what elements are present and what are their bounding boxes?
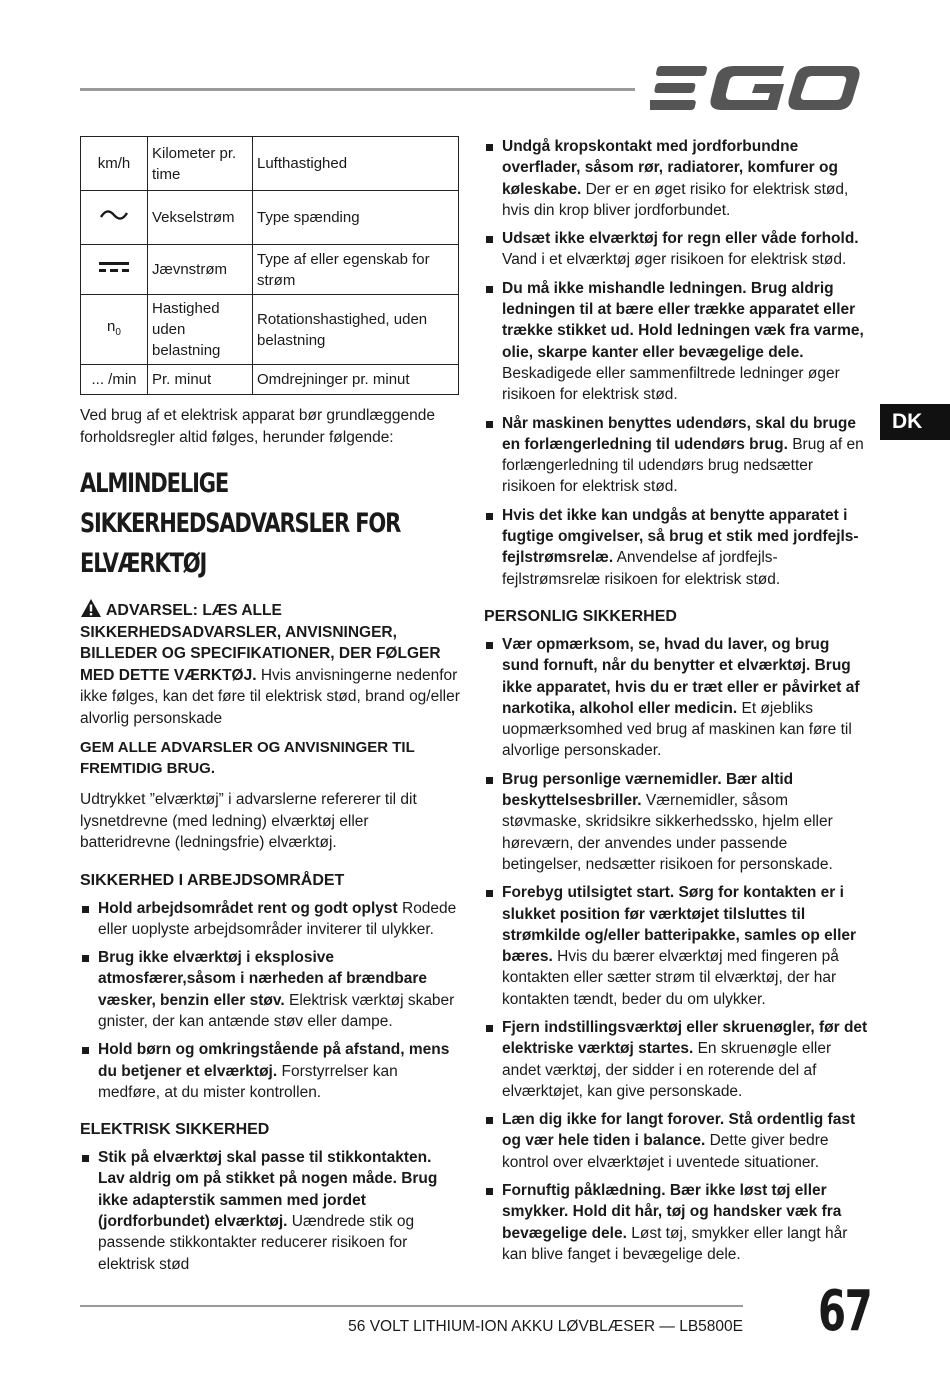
ego-logo (650, 64, 862, 112)
footer-rule (80, 1305, 743, 1307)
list-item: Forebyg utilsigtet start. Sørg for kontakten er i slukket position før værktøjet tilsluttes til strømkilde og/eller batteripakke, samles op eller bæres. Hvis du bærer elværktøj med fingeren på kontakten eller sætter strøm til elværktøj, der har kontakten tændt, beder du om ulykker. (484, 882, 868, 1010)
elec-heading: ELEKTRISK SIKKERHED (80, 1121, 270, 1139)
page-number: 67 (818, 1279, 872, 1344)
warning-block (80, 598, 460, 729)
list-item: Stik på elværktøj skal passe til stikkontakten. Lav aldrig om på stikket på nogen måde. Brug ikke adapterstik sammen med jordet (jordforbundet) elværktøj. Uændrede stik og passende stikkontakter reducerer risikoen for elektrisk stød (80, 1147, 460, 1275)
elec-list-right (484, 136, 868, 590)
main-heading: ALMINDELIGE SIKKERHEDSADVARSLER FOR ELVÆRKTØJ (80, 468, 401, 579)
table-row (81, 137, 459, 191)
list-item: Fornuftig påklædning. Bær ikke løst tøj eller smykker. Hold dit hår, tøj og handsker væk fra bevægelige dele. Løst tøj, smykker eller langt hår kan blive fanget i bevægelige dele. (484, 1180, 868, 1265)
list-item: Vær opmærksom, se, hvad du laver, og brug sund fornuft, når du benytter et elværktøj. Brug ikke apparatet, hvis du er træt eller er påvirket af narkotika, alkohol eller medicin. Et øjebliks uopmærksomhed ved brug af maskinen kan føre til alvorlige personskader. (484, 634, 868, 762)
table-row (81, 245, 459, 295)
list-item: Hold børn og omkringstående på afstand, mens du betjener et elværktøj. Forstyrrelser kan medføre, at du mister kontrollen. (80, 1039, 460, 1103)
intro-text: Ved brug af et elektrisk apparat bør grundlæggende forholdsregler altid følges, herunder følgende: (80, 407, 436, 446)
warning-label: ADVARSEL: (80, 602, 198, 619)
right-column (484, 136, 868, 1272)
header-rule (80, 88, 635, 91)
table-row (81, 295, 459, 365)
desc-cell: Type spænding (253, 191, 459, 245)
list-item: Undgå kropskontakt med jordforbundne overflader, såsom rør, radiatorer, komfurer og køleskabe. Der er en øget risiko for elektrisk stød, hvis din krop bliver jordforbundet. (484, 136, 868, 221)
name-cell: Jævnstrøm (148, 245, 253, 295)
symbol-cell (81, 295, 148, 365)
warning-text: Hvis anvisningerne nedenfor ikke følges, kan det føre til elektrisk stød, brand og/eller alvorlig personskade (80, 666, 460, 727)
table-row (81, 365, 459, 395)
desc-cell: Omdrejninger pr. minut (253, 365, 459, 395)
desc-cell: Type af eller egenskab for strøm (253, 245, 459, 295)
name-cell: Vekselstrøm (148, 191, 253, 245)
symbol-sub: 0 (115, 327, 121, 338)
symbol-cell: ... /min (81, 365, 148, 395)
language-tab: DK (880, 404, 950, 440)
personal-list (484, 634, 868, 1265)
desc-cell: Rotationshastighed, uden belastning (253, 295, 459, 365)
list-item: Brug personlige værnemidler. Bær altid beskyttelsesbriller. Værnemidler, såsom støvmaske, skridsikre sikkerhedssko, hjelm eller høreværn, der anvendes under passende betingelser, nedsætter risikoen for personskade. (484, 769, 868, 875)
list-item: Brug ikke elværktøj i eksplosive atmosfærer,såsom i nærheden af brændbare væsker, benzin eller støv. Elektrisk værktøj skaber gnister, der kan antænde støv eller dampe. (80, 947, 460, 1032)
desc-cell: Lufthastighed (253, 137, 459, 191)
symbol-cell (81, 191, 148, 245)
work-heading: SIKKERHED I ARBEJDSOMRÅDET (80, 871, 345, 889)
warning-bold: LÆS ALLE SIKKERHEDSADVARSLER, ANVISNINGER, BILLEDER OG SPECIFIKATIONER, DER FØLGER MED DETTE VÆRKTØJ. (80, 602, 441, 684)
personal-heading: PERSONLIG SIKKERHED (484, 607, 677, 625)
symbol-cell: km/h (81, 137, 148, 191)
name-cell: Hastighed uden belastning (148, 295, 253, 365)
ac-sine-icon (99, 207, 129, 223)
name-cell: Pr. minut (148, 365, 253, 395)
list-item: Fjern indstillingsværktøj eller skruenøgler, før det elektriske værktøj startes. En skruenøgle eller andet værktøj, der sidder i en roterende del af elværktøjet, kan give personskade. (484, 1017, 868, 1102)
dc-icon (98, 260, 130, 274)
list-item: Udsæt ikke elværktøj for regn eller våde forhold. Vand i et elværktøj øger risikoen for elektrisk stød. (484, 228, 868, 271)
elec-list-left (80, 1147, 460, 1275)
symbol-n: n (107, 318, 116, 335)
symbol-table (80, 136, 459, 395)
list-item: Hold arbejdsområdet rent og godt oplyst Rodede eller uoplyste arbejdsområder inviterer til ulykker. (80, 898, 460, 941)
name-cell: Kilometer pr. time (148, 137, 253, 191)
work-list (80, 898, 460, 1104)
list-item: Når maskinen benyttes udendørs, skal du bruge en forlængerledning til udendørs brug. Brug af en forlængerledning til udendørs brug nedsætter risikoen for elektrisk stød. (484, 413, 868, 498)
table-row (81, 191, 459, 245)
list-item: Hvis det ikke kan undgås at benytte apparatet i fugtige omgivelser, så brug et stik med jordfejls-fejlstrømsrelæ. Anvendelse af jordfejls-fejlstrømsrelæ risikoen for elektrisk stød. (484, 505, 868, 590)
list-item: Læn dig ikke for langt forover. Stå ordentlig fast og vær hele tiden i balance. Dette giver bedre kontrol over elværktøjet i uventede situationer. (484, 1109, 868, 1173)
warning-triangle-icon (80, 598, 102, 618)
term-text: Udtrykket ”elværktøj” i advarslerne refererer til dit lysnetdrevne (med ledning) elværktøj eller batteridrevne (ledningsfrie) elværktøj. (80, 791, 417, 851)
left-column (80, 136, 460, 1282)
footer-title: 56 VOLT LITHIUM-ION AKKU LØVBLÆSER — LB5800E (348, 1318, 743, 1335)
symbol-cell (81, 245, 148, 295)
list-item: Du må ikke mishandle ledningen. Brug aldrig ledningen til at bære eller trække apparatet eller trække stikket ud. Hold ledningen væk fra varme, olie, skarpe kanter eller bevægelige dele. Beskadigede eller sammenfiltrede ledninger øger risikoen for elektrisk stød. (484, 278, 868, 406)
save-text: GEM ALLE ADVARSLER OG ANVISNINGER TIL FREMTIDIG BRUG. (80, 739, 415, 777)
